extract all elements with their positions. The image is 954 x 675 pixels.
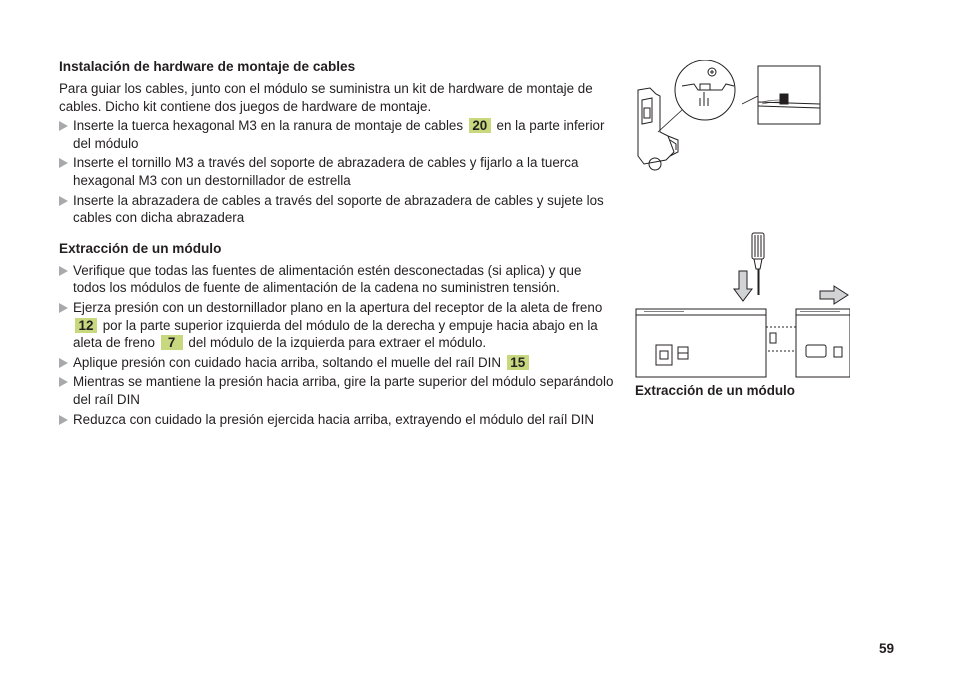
module-removal-illustration	[634, 231, 850, 380]
page-number: 59	[879, 641, 895, 656]
bullet-triangle-icon	[59, 415, 68, 425]
instructions-column	[59, 58, 615, 428]
list-item: Inserte la abrazadera de cables a través del soporte de abrazadera de cables y sujete los cables con dicha abrazadera	[59, 192, 615, 227]
list-item: Reduzca con cuidado la presión ejercida hacia arriba, extrayendo el módulo del raíl DIN	[59, 411, 615, 429]
bullet-triangle-icon	[59, 121, 68, 131]
bullet-triangle-icon	[59, 358, 68, 368]
cable-mounting-illustration	[630, 60, 824, 174]
figure-caption: Extracción de un módulo	[635, 383, 795, 398]
list-item: Inserte el tornillo M3 a través del soporte de abrazadera de cables y fijarlo a la tuerca hexagonal M3 con un destornillador de estrella	[59, 154, 615, 189]
section-heading-cable-mounting: Instalación de hardware de montaje de cables	[59, 59, 356, 74]
reference-badge: 20	[469, 118, 491, 133]
section-intro: Para guiar los cables, junto con el módulo se suministra un kit de hardware de montaje de cables. Dicho kit contiene dos juegos de hardware de montaje.	[59, 81, 593, 114]
list-item: Inserte la tuerca hexagonal M3 en la ranura de montaje de cables 20 en la parte inferior del módulo	[59, 117, 615, 152]
cable-mounting-steps	[59, 117, 615, 227]
bullet-triangle-icon	[59, 158, 68, 168]
bullet-triangle-icon	[59, 303, 68, 313]
reference-badge: 7	[161, 335, 183, 350]
bullet-triangle-icon	[59, 196, 68, 206]
list-item: Aplique presión con cuidado hacia arriba, soltando el muelle del raíl DIN 15	[59, 354, 615, 372]
list-item: Ejerza presión con un destornillador plano en la apertura del receptor de la aleta de freno 12 por la parte superior izquierda del módulo de la derecha y empuje hacia abajo en la aleta de freno 7 del módulo de la izquierda para extraer el módulo.	[59, 299, 615, 352]
section-heading-module-removal: Extracción de un módulo	[59, 240, 222, 256]
reference-badge: 15	[507, 355, 529, 370]
reference-badge: 12	[75, 318, 97, 333]
bullet-triangle-icon	[59, 377, 68, 387]
bullet-triangle-icon	[59, 266, 68, 276]
module-removal-steps	[59, 262, 615, 428]
list-item: Verifique que todas las fuentes de alimentación estén desconectadas (si aplica) y que todos los módulos de fuente de alimentación de la cadena no suministren tensión.	[59, 262, 615, 297]
list-item: Mientras se mantiene la presión hacia arriba, gire la parte superior del módulo separándolo del raíl DIN	[59, 373, 615, 408]
